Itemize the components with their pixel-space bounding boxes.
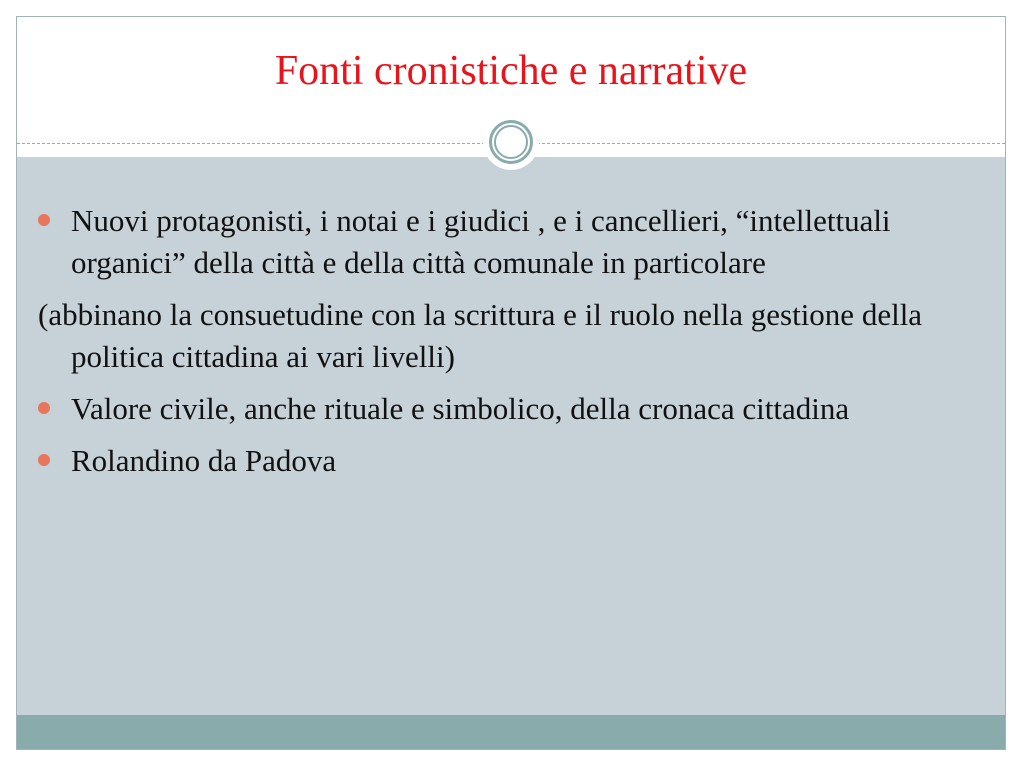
slide-body [38,200,958,492]
bullet-dot-icon [38,214,50,226]
ornament-inner-ring [494,125,528,159]
bullet-item [38,388,958,430]
bullet-text: Nuovi protagonisti, i notai e i giudici , e i cancellieri, “intellettuali organici” della città e della città comunale in particolare [71,203,891,280]
footer-band [17,715,1005,749]
slide-title: Fonti cronistiche e narrative [274,48,748,94]
bullet-item [38,200,958,284]
paragraph-text: (abbinano la consuetudine con la scrittura e il ruolo nella gestione della politica cittadina ai vari livelli) [38,297,923,374]
plain-paragraph [38,294,958,378]
circle-ornament-icon [483,114,539,170]
bullet-dot-icon [38,454,50,466]
bullet-text: Valore civile, anche rituale e simbolico, della cronaca cittadina [71,391,850,426]
bullet-item [38,440,958,482]
bullet-dot-icon [38,402,50,414]
bullet-text: Rolandino da Padova [71,443,337,478]
